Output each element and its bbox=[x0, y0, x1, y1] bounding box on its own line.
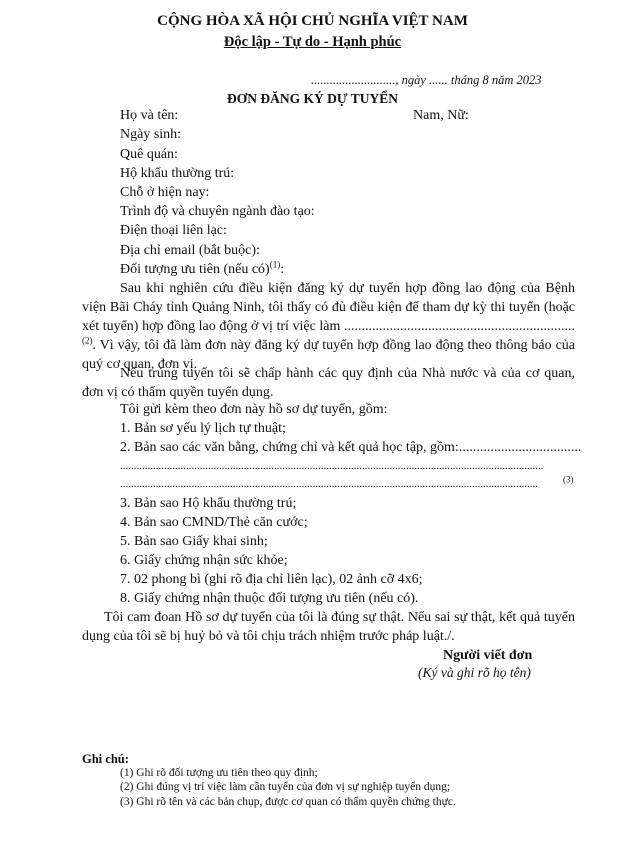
field-phone: Điện thoại liên lạc: bbox=[120, 223, 227, 238]
field-dob: Ngày sinh: bbox=[120, 127, 182, 142]
paragraph-declaration-text: Tôi cam đoan Hồ sơ dự tuyển của tôi là đúng sự thật. Nếu sai sự thật, kết quả tuyển dụng của tôi sẽ bị huỷ bỏ và tôi chịu trách nhiệm trước pháp luật./. bbox=[82, 610, 575, 644]
motto-text: Độc lập - Tự do - Hạnh phúc bbox=[223, 34, 402, 50]
attachment-item: 4. Bản sao CMND/Thẻ căn cước; bbox=[120, 515, 308, 530]
note-ref-1: (1) bbox=[269, 259, 281, 270]
paragraph-application-part-a: Sau khi nghiên cứu điều kiện đăng ký dự tuyển hợp đồng lao động của Bệnh viện Bãi Cháy tỉnh Quảng Ninh, tôi thấy có đủ điều kiện để tham dự kỳ thi tuyển (hoặc xét tuyển) hợp đồng lao động ở vị trí việc làm .................................................................. bbox=[82, 281, 575, 334]
field-education: Trình độ và chuyên ngành đào tạo: bbox=[120, 204, 315, 219]
notes-heading: Ghi chú: bbox=[82, 752, 129, 766]
note-ref-2: (2) bbox=[82, 335, 93, 346]
field-email: Địa chỉ email (bắt buộc): bbox=[120, 243, 260, 258]
dotted-line-text: ........................................................................................................................................................ bbox=[120, 478, 538, 490]
paragraph-declaration bbox=[82, 608, 575, 646]
note-ref-3: (3) bbox=[563, 474, 574, 485]
field-name: Họ và tên: bbox=[120, 108, 179, 123]
attachment-item: 2. Bản sao các văn bằng, chứng chỉ và kết quả học tập, gồm:................................... bbox=[120, 440, 582, 455]
attachment-item: 3. Bản sao Hộ khẩu thường trú; bbox=[120, 496, 297, 511]
attachment-item: 7. 02 phong bì (ghi rõ địa chỉ liên lạc), 02 ảnh cỡ 4x6; bbox=[120, 572, 423, 587]
motto bbox=[0, 33, 625, 52]
dotted-line: .......................................................................................................................................................... bbox=[120, 460, 544, 472]
field-residence: Hộ khẩu thường trú: bbox=[120, 166, 235, 181]
field-priority-colon: : bbox=[280, 262, 285, 277]
nation-title: CỘNG HÒA XÃ HỘI CHỦ NGHĨA VIỆT NAM bbox=[157, 13, 468, 29]
attachment-item: 6. Giấy chứng nhận sức khỏe; bbox=[120, 553, 288, 568]
paragraph-commitment-text: Nếu trúng tuyển tôi sẽ chấp hành các quy định của Nhà nước và của cơ quan, đơn vị có thẩm quyền tuyển dụng. bbox=[82, 366, 575, 400]
note-item: (3) Ghi rõ tên và các bản chụp, được cơ quan có thẩm quyền chứng thực. bbox=[120, 796, 456, 808]
attachments-intro: Tôi gửi kèm theo đơn này hồ sơ dự tuyển, gồm: bbox=[120, 402, 388, 417]
attachment-item: 5. Bản sao Giấy khai sinh; bbox=[120, 534, 268, 549]
field-current-address: Chỗ ở hiện nay: bbox=[120, 185, 210, 200]
field-priority-label: Đối tượng ưu tiên (nếu có) bbox=[120, 262, 270, 277]
field-priority bbox=[120, 260, 284, 279]
form-title: ĐƠN ĐĂNG KÝ DỰ TUYỂN bbox=[226, 91, 398, 106]
date-line: ..........................., ngày ...... tháng 8 năm 2023 bbox=[311, 73, 542, 87]
attachment-item: 8. Giấy chứng nhận thuộc đối tượng ưu tiên (nếu có). bbox=[120, 591, 419, 606]
signature-hint: (Ký và ghi rõ họ tên) bbox=[418, 665, 531, 680]
note-item: (1) Ghi rõ đối tượng ưu tiên theo quy định; bbox=[120, 767, 318, 779]
signature-label: Người viết đơn bbox=[443, 648, 533, 663]
dotted-line bbox=[120, 475, 574, 494]
paragraph-application bbox=[82, 279, 575, 374]
attachment-item: 1. Bản sơ yếu lý lịch tự thuật; bbox=[120, 421, 286, 436]
field-gender: Nam, Nữ: bbox=[413, 108, 469, 123]
paragraph-commitment bbox=[82, 364, 575, 402]
field-hometown: Quê quán: bbox=[120, 147, 178, 162]
paragraph-application-part-b: . Vì vậy, tôi đã làm đơn này đăng ký dự tuyển hợp đồng lao động theo thông báo của quý cơ quan, đơn vị. bbox=[82, 338, 575, 372]
note-item: (2) Ghi đúng vị trí việc làm cần tuyển của đơn vị sự nghiệp tuyển dụng; bbox=[120, 781, 451, 793]
